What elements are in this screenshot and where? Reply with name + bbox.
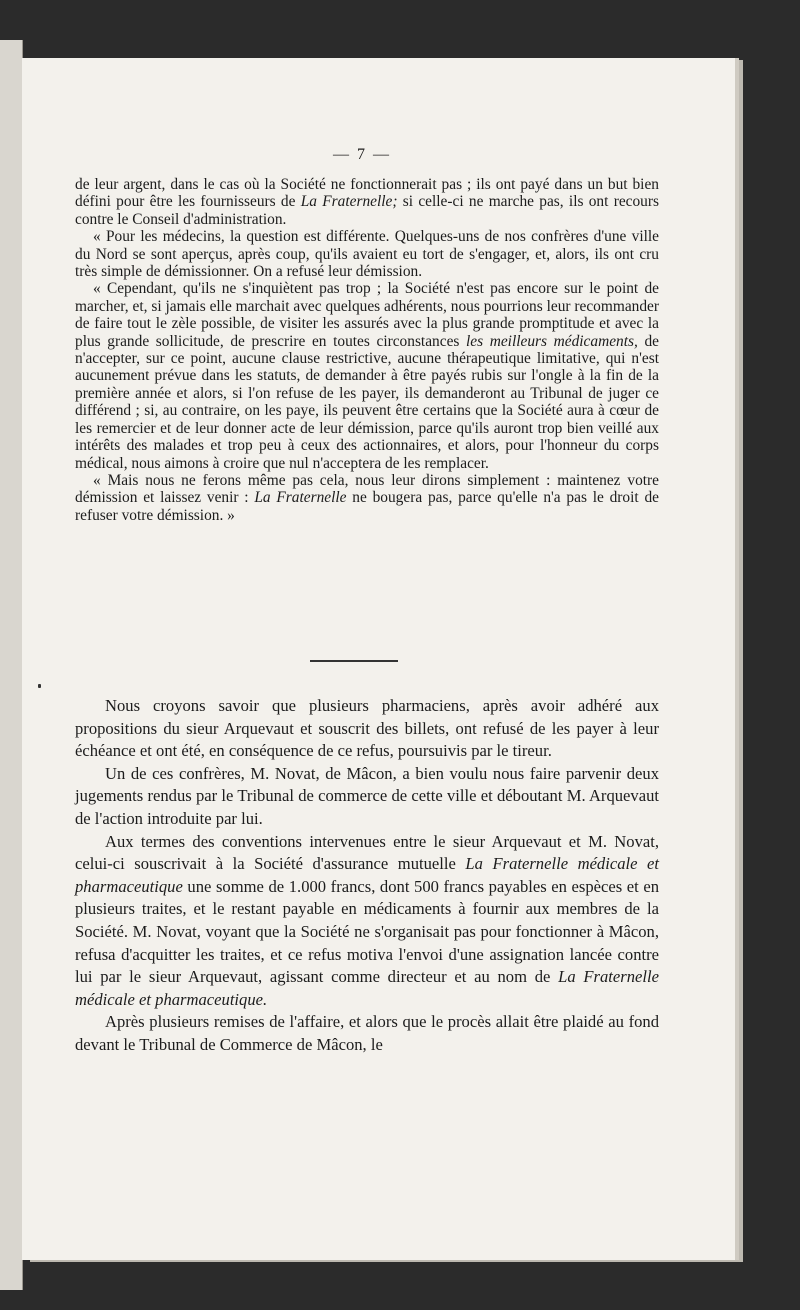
text-span: Nous croyons savoir que plusieurs pharmaciens, après avoir adhéré aux propositions du sieur Arquevaut et souscrit des billets, ont refusé de les payer à leur échéance et ont été, en conséquence de ce refus, poursuivis par le tireur. xyxy=(75,696,659,761)
text-span: Un de ces confrères, M. Novat, de Mâcon, a bien voulu nous faire parvenir deux jugements rendus par le Tribunal de commerce de cette ville et déboutant M. Arquevaut de l'action introduite par lui. xyxy=(75,763,659,828)
text-span: de leur argent, dans le cas où la Société ne fonctionnerait pas ; ils ont payé dans un but bien défini pour être les fournisseurs de xyxy=(75,176,659,211)
italic-title: La Fraternelle; xyxy=(300,193,398,211)
section-divider xyxy=(310,660,398,662)
document-page xyxy=(22,58,735,1260)
text-span: si celle-ci ne marche pas, ils ont recours contre le Conseil d'administration. xyxy=(75,193,659,228)
body-paragraph xyxy=(75,695,659,763)
text-span: « Cependant, qu'ils ne s'inquiètent pas trop ; la Société n'est pas encore sur le point de marcher, et, si jamais elle marchait avec quelques adhérents, nous pourrions leur recommander de faire tout le zèle possible, de visiter les assurés avec la plus grande promptitude et avec la plus grande sollicitude, de prescrire en toutes circonstances xyxy=(75,280,659,350)
body-paragraph xyxy=(75,1011,659,1056)
text-span: une somme de 1.000 francs, dont 500 francs payables en espèces et en plusieurs traites, et le restant payable en médicaments à fournir aux membres de la Société. M. Novat, voyant que la Société ne s'organisait pas pour fonctionner à Mâcon, refusa d'acquitter les traites, et ce refus motiva l'envoi d'une assignation lancée contre lui par le sieur Arquevaut, agissant comme directeur et au nom de xyxy=(75,876,659,987)
italic-title: La Fraternelle médicale et pharmaceutique xyxy=(75,854,659,896)
left-page-edge xyxy=(0,40,23,1290)
body-section xyxy=(75,695,659,1057)
text-span: Après plusieurs remises de l'affaire, et alors que le procès allait être plaidé au fond devant le Tribunal de Commerce de Mâcon, le xyxy=(75,1012,659,1054)
quote-paragraph xyxy=(75,280,659,471)
margin-mark xyxy=(38,684,41,688)
text-span: de n'accepter, sur ce point, aucune clause restrictive, aucune thérapeutique limitative, qui n'est aucunement prévue dans les statuts, de demander à être payés rubis sur l'ongle à la fin de la première année et alors, si l'on refuse de les payer, ils demanderont au Tribunal de juger ce différend ; si, au contraire, on les paye, ils peuvent être certains que la Société aura à cœur de les remercier et de leur donner acte de leur démission, parce qu'ils auront trop bien veillé aux intérêts des malades et trop peu à ceux des actionnaires, et alors, pour l'honneur du corps médical, nous aimons à croire que nul n'acceptera de les remplacer. xyxy=(75,332,659,472)
quote-paragraph xyxy=(75,176,659,228)
body-paragraph xyxy=(75,763,659,831)
quote-paragraph xyxy=(75,228,659,280)
text-span: « Mais nous ne ferons même pas cela, nous leur dirons simplement : maintenez votre démission et laissez venir : xyxy=(75,471,659,507)
body-paragraph xyxy=(75,831,659,1012)
italic-title: La Fraternelle médicale et pharmaceutique. xyxy=(75,967,659,1009)
italic-emphasis: les meilleurs médicaments, xyxy=(466,332,638,350)
page-number: — 7 — xyxy=(333,146,391,163)
quoted-section xyxy=(75,176,659,524)
text-span: Aux termes des conventions intervenues entre le sieur Arquevaut et M. Novat, celui-ci souscrivait à la Société d'assurance mutuelle xyxy=(75,831,659,874)
text-span: ne bougera pas, parce qu'elle n'a pas le droit de refuser votre démission. » xyxy=(75,489,659,524)
italic-title: La Fraternelle xyxy=(254,489,347,507)
quote-paragraph xyxy=(75,472,659,524)
text-span: « Pour les médecins, la question est différente. Quelques-uns de nos confrères d'une ville du Nord se sont aperçus, après coup, qu'ils avaient eu tort de s'engager, et, alors, ils ont cru très simple de démissionner. On a refusé leur démission. xyxy=(75,228,659,281)
